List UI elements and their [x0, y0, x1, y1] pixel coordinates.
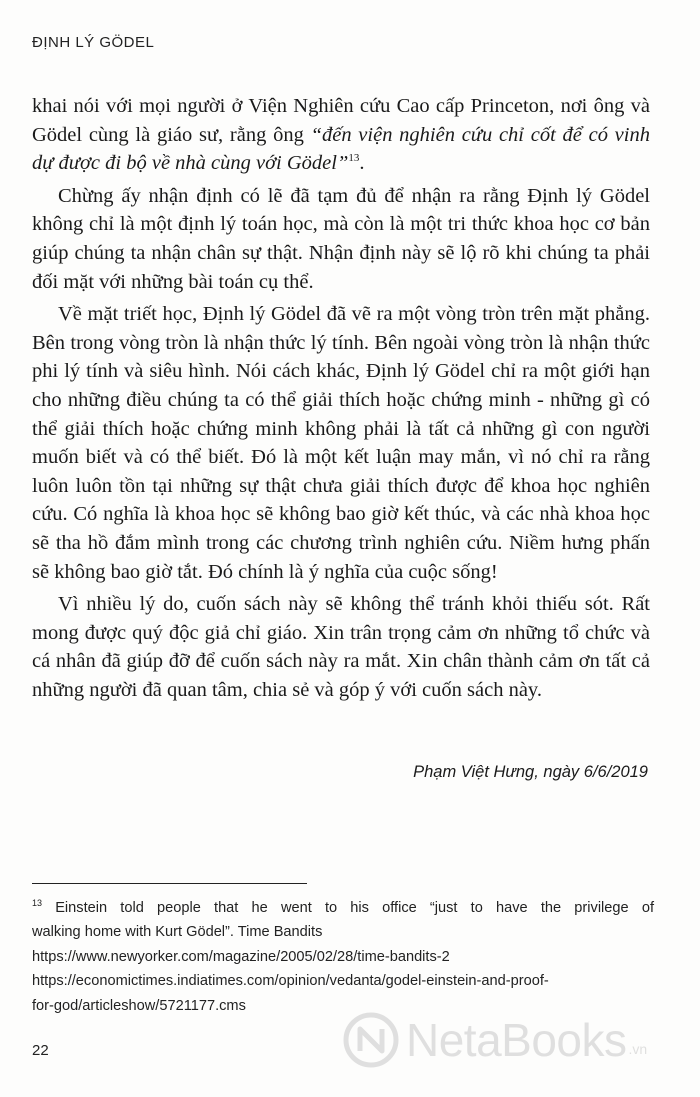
footnote-text-1: Einstein told people that he went to his office “just to have the privilege of [55, 900, 654, 916]
watermark-suffix: .vn [628, 1041, 648, 1057]
paragraph-4: Vì nhiều lý do, cuốn sách này sẽ không thể tránh khỏi thiếu sót. Rất mong được quý độc giả chỉ giáo. Xin trân trọng cảm ơn những tổ chức và cá nhân đã giúp đỡ để cuốn sách này ra mắt. Xin chân thành cảm ơn tất cả những người đã quan tâm, chia sẻ và góp ý với cuốn sách này. [32, 593, 650, 701]
footnote-line-2: walking home with Kurt Gödel”. Time Bandits [32, 924, 323, 941]
einstein-quote: “đến viện nghiên cứu chỉ cốt để có vinh dự được đi bộ về nhà cùng với Gödel” [32, 123, 650, 175]
footnote-ref[interactable]: 13 [348, 152, 360, 165]
paragraph-1-text: khai nói với mọi người ở Viện Nghiên cứu Cao cấp Princeton, nơi ông và Gödel cùng là giáo sư, rằng ông [32, 95, 650, 146]
page-number: 22 [32, 1042, 49, 1059]
paragraph-3: Về mặt triết học, Định lý Gödel đã vẽ ra một vòng tròn trên mặt phẳng. Bên trong vòng tròn là nhận thức lý tính. Bên ngoài vòng tròn là nhận thức phi lý tính và siêu hình. Nói cách khác, Định lý Gödel chỉ ra một giới hạn cho những điều chúng ta có thể giải thích hoặc chứng minh - những gì có thể giải thích hoặc chứng minh không phải là tất cả những gì con người muốn biết và có thể biết. Đó là một kết luận may mắn, vì nó chỉ ra rằng luôn luôn tồn tại những sự thật chưa giải thích được để khoa học nghiên cứu. Có nghĩa là khoa học sẽ không bao giờ kết thúc, và các nhà khoa học sẽ tha hồ đắm mình trong các chương trình nghiên cứu. Niềm hưng phấn sẽ không bao giờ tắt. Đó chính là ý nghĩa của cuộc sống! [32, 303, 650, 583]
footnote-number: 13 [32, 898, 43, 909]
footnote-link-newyorker[interactable]: https://www.newyorker.com/magazine/2005/02/28/time-bandits-2 [32, 948, 450, 965]
body-text [32, 92, 650, 708]
footnote-link-economictimes-cont[interactable]: for-god/articleshow/5721177.cms [32, 997, 246, 1014]
netabooks-logo-icon [342, 1011, 400, 1069]
footnote-divider [32, 883, 307, 884]
paragraph-1-end: . [359, 152, 365, 175]
paragraph-1 [32, 92, 650, 178]
footnote-link-economictimes[interactable]: https://economictimes.indiatimes.com/opinion/vedanta/godel-einstein-and-proof- [32, 973, 549, 990]
paragraph-2: Chừng ấy nhận định có lẽ đã tạm đủ để nhận ra rằng Định lý Gödel không chỉ là một định lý toán học, mà còn là một tri thức khoa học cơ bản giúp chúng ta nhận chân sự thật. Nhận định này sẽ lộ rõ khi chúng ta phải đối mặt với những bài toán cụ thể. [32, 184, 650, 293]
author-signature: Phạm Việt Hưng, ngày 6/6/2019 [413, 763, 648, 781]
running-title: ĐỊNH LÝ GÖDEL [32, 34, 155, 51]
footnote-line-1 [32, 896, 654, 920]
watermark-brand: NetaBooks [406, 1014, 627, 1066]
footnote [32, 896, 654, 1018]
